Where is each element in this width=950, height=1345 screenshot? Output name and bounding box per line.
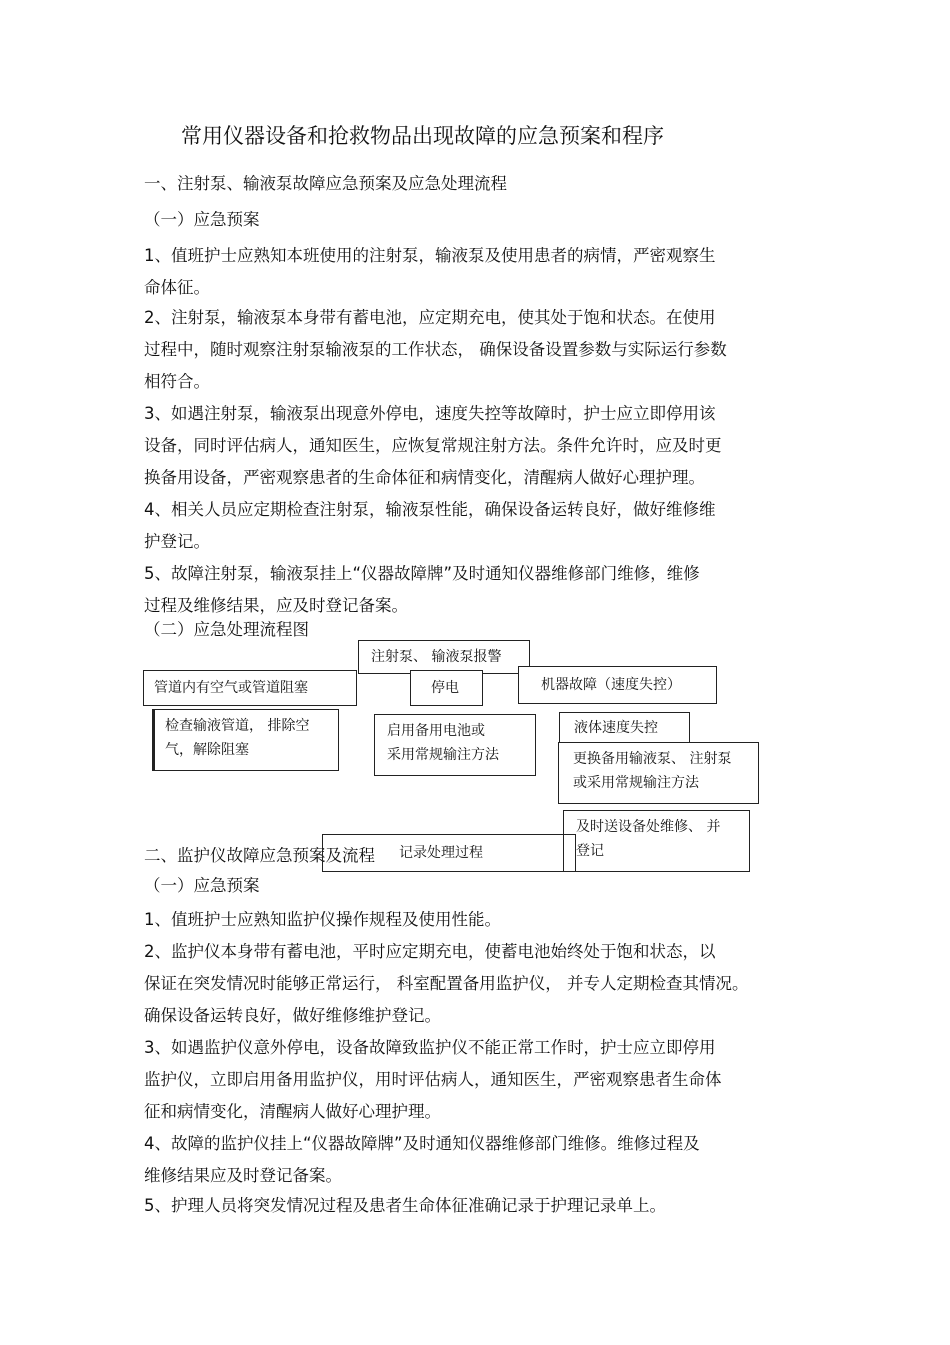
flow-record-box: 记录处理过程 (322, 834, 576, 872)
document-title: 常用仪器设备和抢救物品出现故障的应急预案和程序 (181, 124, 664, 148)
flow-send-box: 及时送设备处维修、 并 登记 (563, 810, 750, 872)
section1-heading: 一、注射泵、输液泵故障应急预案及应急处理流程 (144, 174, 507, 193)
section1-paragraph-4: 4、相关人员应定期检查注射泵，输液泵性能，确保设备运转良好，做好维修维 护登记。 (144, 500, 716, 551)
section1-paragraph-3: 3、如遇注射泵，输液泵出现意外停电，速度失控等故障时，护士应立即停用该 设备，同时评估病人，通知医生，应恢复常规注射方法。条件允许时，应及时更 换备用设备，严密观察患者的生命体征和病情变化，清醒病人做好心理护理。 (144, 404, 722, 487)
section2-paragraph-4: 4、故障的监护仪挂上“仪器故障牌”及时通知仪器维修部门维修。维修过程及 维修结果应及时登记备案。 (144, 1134, 700, 1185)
section2-paragraph-3: 3、如遇监护仪意外停电，设备故障致监护仪不能正常工作时，护士应立即停用 监护仪，立即启用备用监护仪，用时评估病人，通知医生，严密观察患者生命体 征和病情变化，清醒病人做好心理护理。 (144, 1038, 722, 1121)
section2-paragraph-1: 1、值班护士应熟知监护仪操作规程及使用性能。 (144, 910, 501, 929)
flow-check-box: 检查输液管道， 排除空 气，解除阻塞 (152, 709, 339, 771)
section2-paragraph-2: 2、监护仪本身带有蓄电池，平时应定期充电，使蓄电池始终处于饱和状态，以 保证在突发情况时能够正常运行， 科室配置备用监护仪， 并专人定期检查其情况。 确保设备运转良好，做好维修维护登记。 (144, 942, 749, 1025)
flow-replace-box: 更换备用输液泵、 注射泵 或采用常规输注方法 (558, 742, 759, 804)
flow-air-box: 管道内有空气或管道阻塞 (143, 670, 357, 706)
section1-paragraph-2: 2、注射泵，输液泵本身带有蓄电池，应定期充电，使其处于饱和状态。在使用 过程中，随时观察注射泵输液泵的工作状态， 确保设备设置参数与实际运行参数 相符合。 (144, 308, 727, 391)
section1-sub1: （一）应急预案 (144, 210, 260, 229)
section2-sub1: （一）应急预案 (144, 876, 260, 895)
section1-sub2: （二）应急处理流程图 (144, 620, 309, 639)
section1-paragraph-5: 5、故障注射泵，输液泵挂上“仪器故障牌”及时通知仪器维修部门维修，维修 过程及维修结果，应及时登记备案。 (144, 564, 700, 615)
section2-paragraph-5: 5、护理人员将突发情况过程及患者生命体征准确记录于护理记录单上。 (144, 1196, 666, 1215)
section2-heading: 二、监护仪故障应急预案及流程 (144, 846, 375, 865)
flow-machine-box: 机器故障（速度失控） (518, 666, 717, 704)
flow-alarm-box: 注射泵、 输液泵报警 (358, 640, 530, 674)
flow-battery-box: 启用备用电池或 采用常规输注方法 (374, 714, 536, 776)
flow-power-box: 停电 (410, 670, 483, 706)
flow-speed-box: 液体速度失控 (559, 712, 690, 744)
section1-paragraph-1: 1、值班护士应熟知本班使用的注射泵，输液泵及使用患者的病情，严密观察生 命体征。 (144, 246, 716, 297)
